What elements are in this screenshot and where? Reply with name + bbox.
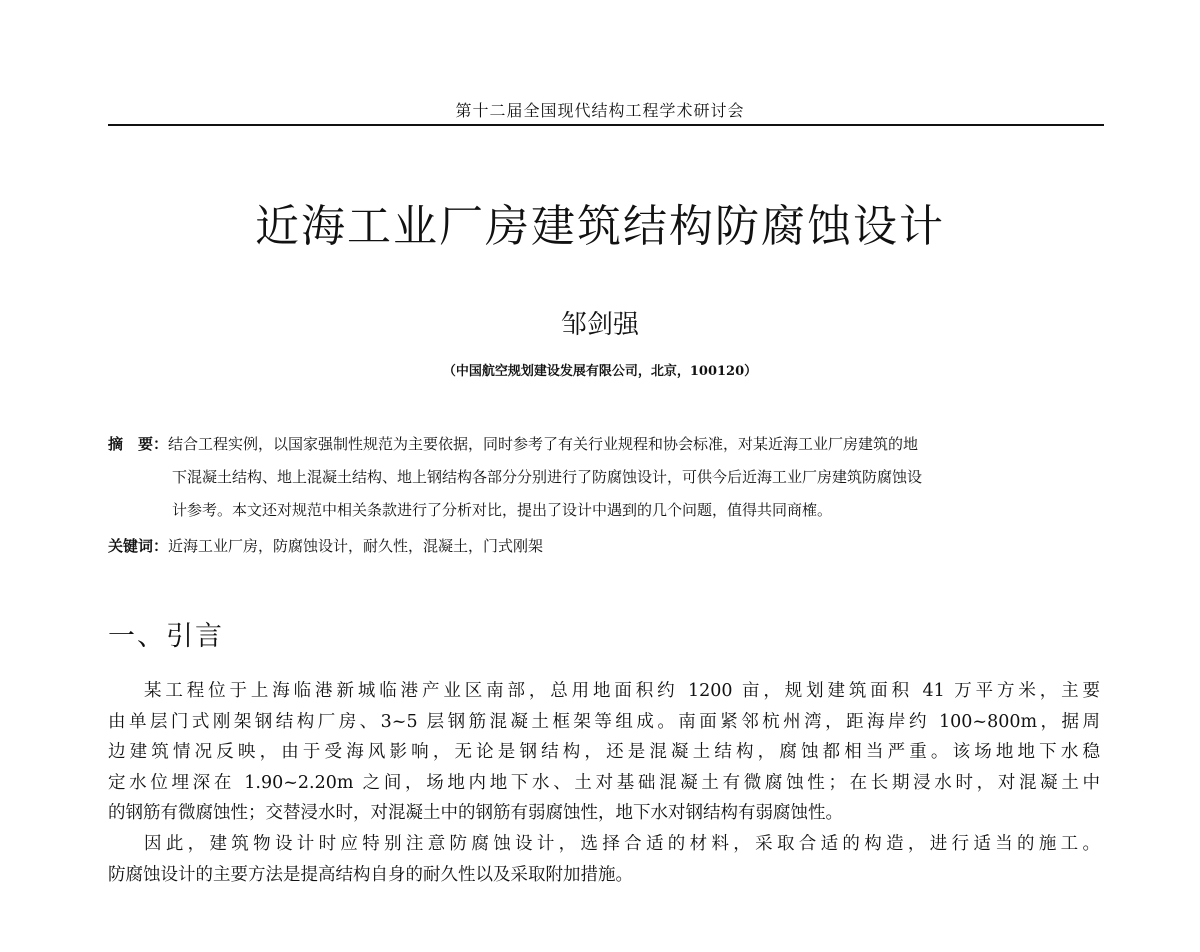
keywords-label: 关键词：: [108, 537, 169, 555]
paragraph-line: 防腐蚀设计的主要方法是提高结构自身的耐久性以及采取附加措施。: [108, 864, 633, 885]
header-rule: [108, 124, 1104, 126]
abstract-line: 计参考。本文还对规范中相关条款进行了分析对比，提出了设计中遇到的几个问题，值得共同商榷。: [172, 501, 833, 519]
keywords-text: 近海工业厂房，防腐蚀设计，耐久性，混凝土，门式刚架: [168, 537, 544, 555]
running-header: 第十二届全国现代结构工程学术研讨会: [455, 101, 745, 120]
abstract-label: 摘 要：: [108, 435, 169, 453]
abstract-text: 结合工程实例，以国家强制性规范为主要依据，同时参考了有关行业规程和协会标准，对某近海工业厂房建筑的地: [168, 435, 919, 453]
keywords-block: [108, 535, 1092, 557]
paper-title: 近海工业厂房建筑结构防腐蚀设计: [255, 201, 945, 252]
paragraph-line: 边建筑情况反映，由于受海风影响，无论是钢结构，还是混凝土结构，腐蚀都相当严重。该场地地下水稳: [108, 742, 1100, 763]
abstract-line: 下混凝土结构、地上混凝土结构、地上钢结构各部分分别进行了防腐蚀设计，可供今后近海工业厂房建筑防腐蚀设: [172, 468, 923, 486]
author-affiliation: （中国航空规划建设发展有限公司，北京，100120）: [442, 364, 758, 379]
paragraph-line: 的钢筋有微腐蚀性；交替浸水时，对混凝土中的钢筋有弱腐蚀性，地下水对钢结构有弱腐蚀性。: [108, 803, 843, 824]
paragraph-line: 由单层门式刚架钢结构厂房、3~5 层钢筋混凝土框架等组成。南面紧邻杭州湾，距海岸约 100~800m，据周: [108, 711, 1100, 732]
paragraph-line: 定水位埋深在 1.90~2.20m 之间，场地内地下水、土对基础混凝土有微腐蚀性；在长期浸水时，对混凝土中: [108, 772, 1100, 793]
paragraph-line: 因此，建筑物设计时应特别注意防腐蚀设计，选择合适的材料，采取合适的构造，进行适当的施工。: [144, 833, 1100, 854]
section-body: [108, 676, 1100, 890]
section-heading: 一、引言: [108, 621, 224, 652]
abstract-block: [108, 428, 1092, 527]
abstract-line: [108, 428, 1092, 461]
author-name: 邹剑强: [560, 310, 639, 340]
paragraph-line: 某工程位于上海临港新城临港产业区南部，总用地面积约 1200 亩，规划建筑面积 41 万平方米，主要: [144, 681, 1100, 701]
